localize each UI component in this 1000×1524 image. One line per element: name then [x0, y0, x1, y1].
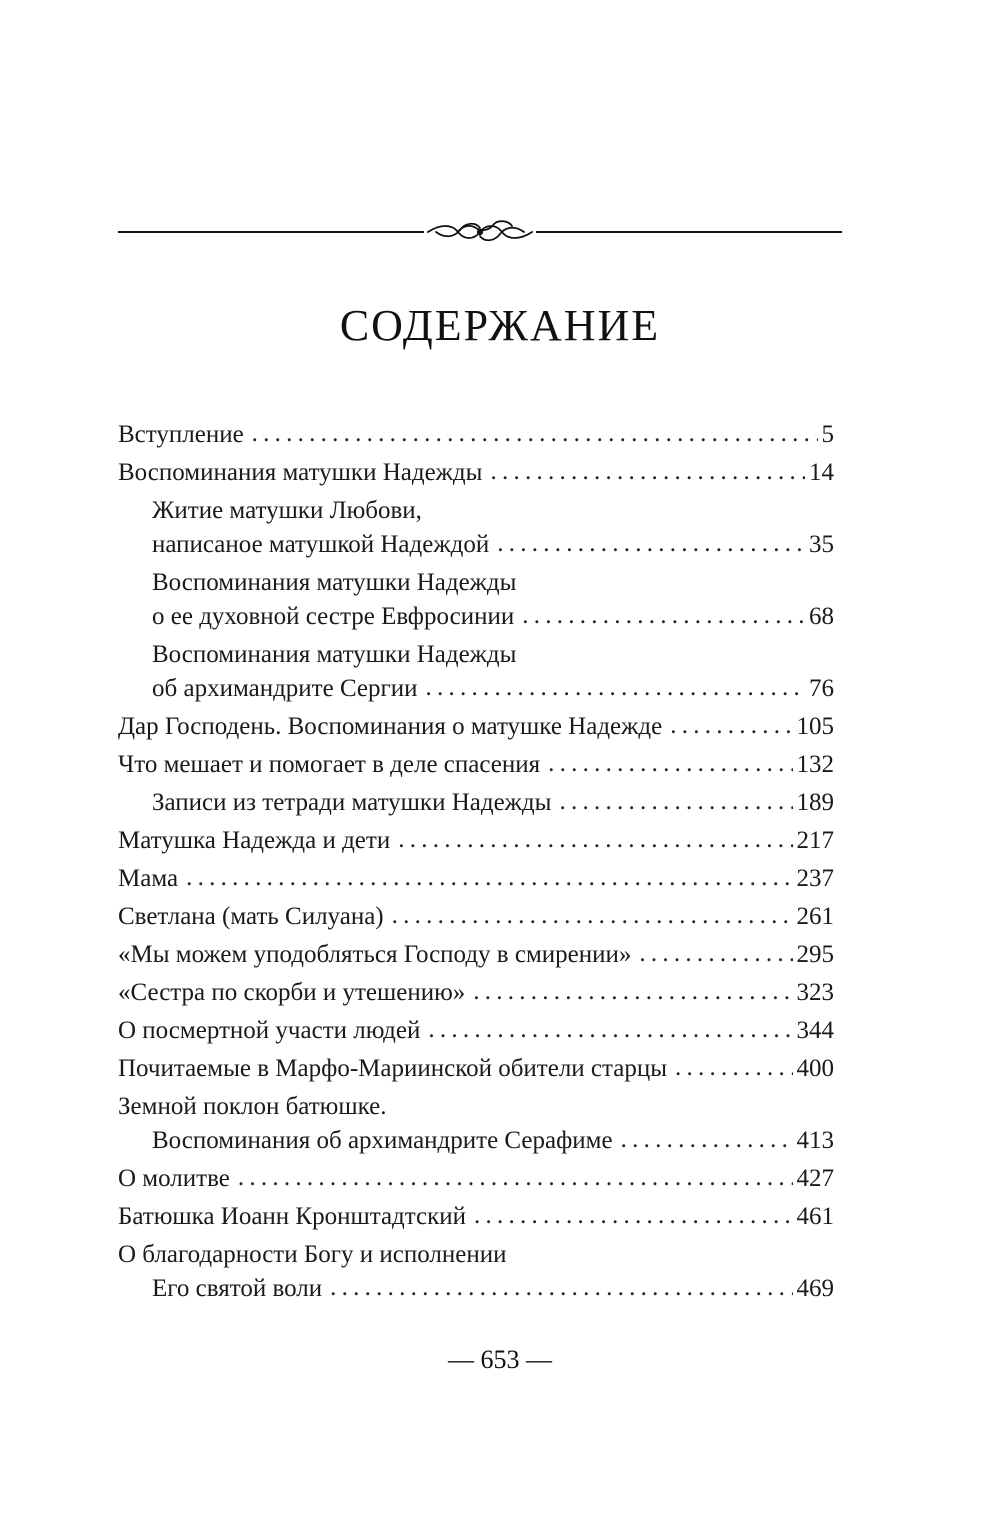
toc-entry-title-line: Житие матушки Любови, [152, 497, 422, 524]
toc-entry-title-line: О благодарности Богу и исполнении [118, 1241, 507, 1268]
toc-page-number: 35 [809, 531, 834, 558]
toc-entry [118, 710, 834, 744]
page-number: — 653 — [448, 1345, 552, 1374]
toc-entry-title-line: Воспоминания матушки Надежды [152, 641, 517, 668]
toc-entry-row [118, 418, 834, 452]
toc-entry-title: написаное матушкой Надеждой [152, 531, 490, 558]
toc-entry [118, 1162, 834, 1196]
toc-entry-row [118, 710, 834, 744]
toc-entry [118, 900, 834, 934]
toc-entry [118, 566, 834, 634]
toc-entry-title: Воспоминания об архимандрите Серафиме [152, 1127, 613, 1154]
toc-entry-row [118, 938, 834, 972]
toc-entry-title: О молитве [118, 1165, 230, 1192]
toc-entry-row [118, 1052, 834, 1086]
dot-leader [398, 823, 792, 857]
dot-leader [330, 1271, 792, 1305]
toc-page-number: 400 [796, 1055, 834, 1082]
toc-page-number: 132 [796, 751, 834, 778]
dot-leader [522, 599, 805, 633]
toc-entry-row [118, 672, 834, 706]
toc-entry [118, 1200, 834, 1234]
toc-entry-row [118, 862, 834, 896]
page-title: СОДЕРЖАНИЕ [339, 301, 661, 350]
dot-leader [392, 899, 793, 933]
toc-entry [118, 786, 834, 820]
toc-page-number: 427 [796, 1165, 834, 1192]
flourish-divider-icon [118, 212, 842, 252]
toc-entry-title: Почитаемые в Марфо-Мариинской обители старцы [118, 1055, 668, 1082]
dot-leader [428, 1013, 792, 1047]
toc-page-number: 261 [796, 903, 834, 930]
toc-page-number: 217 [796, 827, 834, 854]
toc-page-number: 469 [796, 1275, 834, 1302]
toc-entry-row [118, 976, 834, 1010]
toc-entry-row [118, 900, 834, 934]
dot-leader [186, 861, 792, 895]
dot-leader [497, 527, 805, 561]
toc-page-number: 76 [809, 675, 834, 702]
toc-entry-row [118, 786, 834, 820]
dot-leader [473, 975, 792, 1009]
toc-entry [118, 1052, 834, 1086]
toc-page-number: 413 [796, 1127, 834, 1154]
toc-entry-row [118, 1014, 834, 1048]
toc-entry-title: Батюшка Иоанн Кронштадтский [118, 1203, 467, 1230]
dot-leader [238, 1161, 793, 1195]
table-of-contents [118, 418, 834, 1306]
toc-entry [118, 862, 834, 896]
toc-entry-row [118, 1124, 834, 1158]
toc-entry-row [118, 528, 834, 562]
toc-page-number: 323 [796, 979, 834, 1006]
toc-entry-title: Его святой воли [152, 1275, 323, 1302]
toc-entry-row [118, 456, 834, 490]
dot-leader [474, 1199, 792, 1233]
toc-entry-row [118, 748, 834, 782]
dot-leader [490, 455, 805, 489]
toc-entry [118, 456, 834, 490]
toc-entry-title: Дар Господень. Воспоминания о матушке Надежде [118, 713, 663, 740]
toc-entry [118, 638, 834, 706]
toc-entry-title: «Мы можем уподобляться Господу в смирении» [118, 941, 632, 968]
toc-entry-title: о ее духовной сестре Евфросинии [152, 603, 515, 630]
dot-leader [548, 747, 792, 781]
toc-entry-title: О посмертной участи людей [118, 1017, 421, 1044]
toc-entry-title: «Сестра по скорби и утешению» [118, 979, 466, 1006]
toc-entry-title: Что мешает и помогает в деле спасения [118, 751, 541, 778]
toc-entry [118, 418, 834, 452]
toc-entry [118, 938, 834, 972]
toc-entry [118, 1014, 834, 1048]
toc-entry-title: Воспоминания матушки Надежды [118, 459, 483, 486]
toc-entry-row [118, 1162, 834, 1196]
dot-leader [559, 785, 792, 819]
dot-leader [621, 1123, 793, 1157]
toc-entry-row [118, 1272, 834, 1306]
toc-entry [118, 748, 834, 782]
dot-leader [252, 417, 818, 451]
toc-entry-title: Матушка Надежда и дети [118, 827, 391, 854]
toc-page-number: 5 [821, 421, 834, 448]
toc-entry-title: Вступление [118, 421, 244, 448]
toc-entry [118, 976, 834, 1010]
toc-page-number: 14 [809, 459, 834, 486]
toc-entry-row [118, 1200, 834, 1234]
toc-entry-title: об архимандрите Сергии [152, 675, 418, 702]
toc-page-number: 344 [796, 1017, 834, 1044]
toc-page-number: 105 [796, 713, 834, 740]
dot-leader [670, 709, 792, 743]
toc-entry-title: Мама [118, 865, 179, 892]
toc-entry-row [118, 824, 834, 858]
toc-entry-title-line: Воспоминания матушки Надежды [152, 569, 517, 596]
dot-leader [639, 937, 792, 971]
toc-page-number: 68 [809, 603, 834, 630]
toc-entry-title: Светлана (мать Силуана) [118, 903, 384, 930]
toc-entry [118, 494, 834, 562]
toc-page-number: 295 [796, 941, 834, 968]
toc-page-number: 189 [796, 789, 834, 816]
toc-entry-row [118, 600, 834, 634]
toc-page-number: 461 [796, 1203, 834, 1230]
dot-leader [675, 1051, 792, 1085]
toc-entry-title-line: Земной поклон батюшке. [118, 1093, 387, 1120]
toc-page-number: 237 [796, 865, 834, 892]
toc-entry-title: Записи из тетради матушки Надежды [152, 789, 552, 816]
toc-entry [118, 1090, 834, 1158]
toc-entry [118, 1238, 834, 1306]
dot-leader [426, 671, 805, 705]
toc-entry [118, 824, 834, 858]
